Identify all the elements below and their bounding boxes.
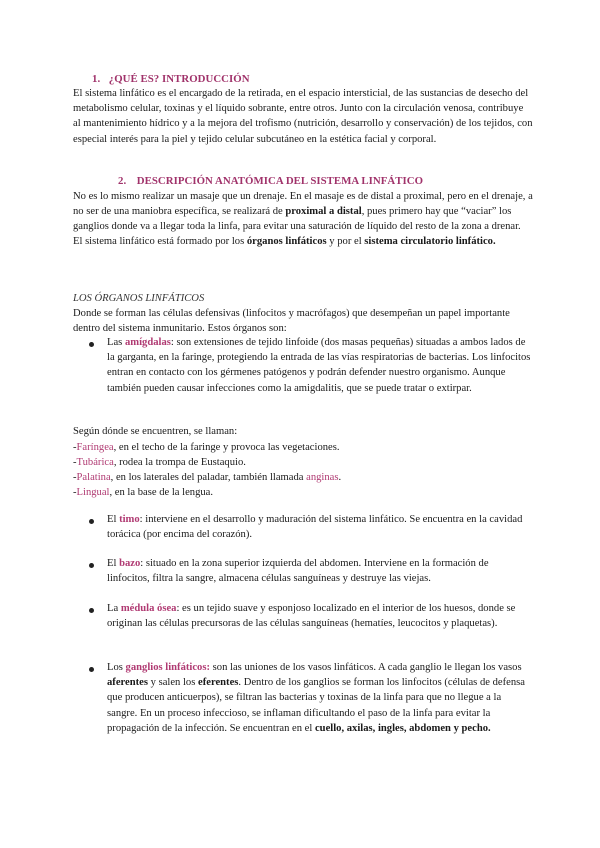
- text-run: y por el: [326, 236, 365, 247]
- section-1-paragraph: El sistema linfático es el encargado de la retirada, en el espacio intersticial, de las sustancias de desecho del metabolismo celular, toxinas y el líquido sobrante, entre otros. Junto con la circulación venosa, contribuye al mantenimiento hídrico y a la mejora del trofismo (nutrición, desarrollo y conservación) de los tejidos, con especial interés para la piel y tejido celular subcutáneo en la estética facial y corporal.: [73, 88, 533, 145]
- bullet-dot: [89, 608, 94, 613]
- text-run: Las: [107, 337, 125, 348]
- text-run: son las uniones de los vasos linfáticos. A cada ganglio le llegan los vasos: [210, 662, 522, 673]
- type-lingual: [73, 485, 533, 500]
- text-run: : son extensiones de tejido linfoide (dos masas pequeñas) situadas a ambos lados de la garganta, en la faringe, protegiendo la entrada de las vías respiratorias de bacterias. Los linfocitos entran en contacto con los gérmenes patógenos y podrán defender nuestro organismo. Aunque también pueden causar infecciones como la amigdalitis, que se puede tratar o extirpar.: [107, 337, 531, 394]
- highlight-term: Tubárica: [76, 457, 114, 468]
- text-run: , en el techo de la faringe y provoca las vegetaciones.: [113, 442, 340, 453]
- bold-term: cuello, axilas, ingles, abdomen y pecho.: [314, 722, 491, 734]
- bullet-bazo: [107, 556, 533, 586]
- text-run: , en la base de la lengua.: [109, 487, 214, 498]
- section-2-number: 2.: [118, 175, 127, 187]
- text-run: , pues primero hay que “vaciar” los ganglios donde va a llegar toda la linfa, para evitar una saturación de líquido del resto de la zona a drenar.: [73, 206, 521, 233]
- bullet-dot: [89, 342, 94, 347]
- section-1-number: 1.: [92, 73, 101, 85]
- section-1-title: ¿QUÉ ES? INTRODUCCIÓN: [108, 73, 250, 85]
- bullet-ganglios: [107, 660, 533, 736]
- bullet-dot: [89, 563, 94, 568]
- dash: -: [73, 487, 77, 498]
- section-2-heading: [118, 174, 423, 189]
- dash: -: [73, 457, 77, 468]
- text-run: .: [338, 472, 342, 483]
- highlight-term: Lingual: [76, 487, 110, 498]
- type-tubarica: [73, 455, 533, 470]
- text-run: , en los laterales del paladar, también llamada: [110, 472, 307, 483]
- bold-term: órganos linfáticos: [246, 236, 327, 247]
- bullet-dot: [89, 519, 94, 524]
- highlight-term: Palatina: [76, 472, 111, 483]
- text-run: : interviene en el desarrollo y maduración del sistema linfático. Se encuentra en la cavidad torácica (por encima del corazón).: [107, 514, 523, 541]
- highlight-term: médula ósea: [120, 603, 177, 614]
- bullet-amigdalas: [107, 335, 533, 396]
- text-run: Los: [107, 662, 126, 673]
- highlight-term: amígdalas: [124, 337, 171, 348]
- text-run: , rodea la trompa de Eustaquio.: [113, 457, 246, 468]
- organos-intro: Donde se forman las células defensivas (linfocitos y macrófagos) que desempeñan un papel importante dentro del sistema inmunitario. Estos órganos son:: [73, 308, 510, 335]
- highlight-term: ganglios linfáticos:: [125, 662, 211, 673]
- bold-term: aferentes: [107, 677, 148, 689]
- bold-term: eferentes: [198, 677, 239, 689]
- section-2-paragraph-2: [73, 234, 533, 249]
- text-run: No es lo mismo realizar un masaje que un drenaje. En el masaje es de distal a proximal, pero en el drenaje, a no ser de una maniobra específica, se realizará de: [73, 191, 533, 218]
- text-run: : situado en la zona superior izquierda del abdomen. Interviene en la formación de linfocitos, filtra la sangre, almacena células sanguíneas y destruye las viejas.: [107, 558, 489, 585]
- text-run: y salen los: [147, 677, 199, 689]
- text-run: El sistema linfático está formado por los: [73, 236, 247, 247]
- bullet-timo: [107, 512, 533, 542]
- section-1-heading: [92, 72, 250, 87]
- highlight-term: bazo: [119, 558, 141, 569]
- highlight-term: timo: [119, 514, 140, 525]
- text-run: El: [107, 558, 120, 569]
- highlight-term: Faríngea: [76, 442, 114, 453]
- type-palatina: [73, 470, 533, 485]
- section-2-title: DESCRIPCIÓN ANATÓMICA DEL SISTEMA LINFÁTICO: [136, 175, 424, 187]
- segun-text: Según dónde se encuentren, se llaman:: [73, 426, 238, 437]
- text-run: . Dentro de los ganglios se forman los linfocitos (células de defensa que producen anticuerpos), se filtran las bacterias y toxinas de la linfa para que no llegue a la sangre. En un proceso infeccioso, se inflaman dificultando el paso de la linfa para evitar la propagación de la infección. Se encuentran en el: [107, 677, 525, 734]
- section-2-paragraph: [73, 189, 533, 235]
- organos-subtitle: LOS ÓRGANOS LINFÁTICOS: [73, 293, 205, 304]
- text-run: : es un tejido suave y esponjoso localizado en el interior de los huesos, donde se originan las células precursoras de las células sanguíneas (hematíes, leucocitos y plaquetas).: [107, 603, 516, 630]
- bullet-dot: [89, 667, 94, 672]
- dash: -: [73, 472, 77, 483]
- type-faringea: [73, 440, 533, 455]
- bold-term: proximal a distal: [285, 206, 362, 218]
- dash: -: [73, 442, 77, 453]
- bold-term: sistema circulatorio linfático.: [364, 236, 496, 247]
- bullet-medula-osea: [107, 601, 533, 631]
- highlight-term: anginas: [306, 472, 339, 483]
- text-run: El: [107, 514, 120, 525]
- text-run: La: [107, 603, 121, 614]
